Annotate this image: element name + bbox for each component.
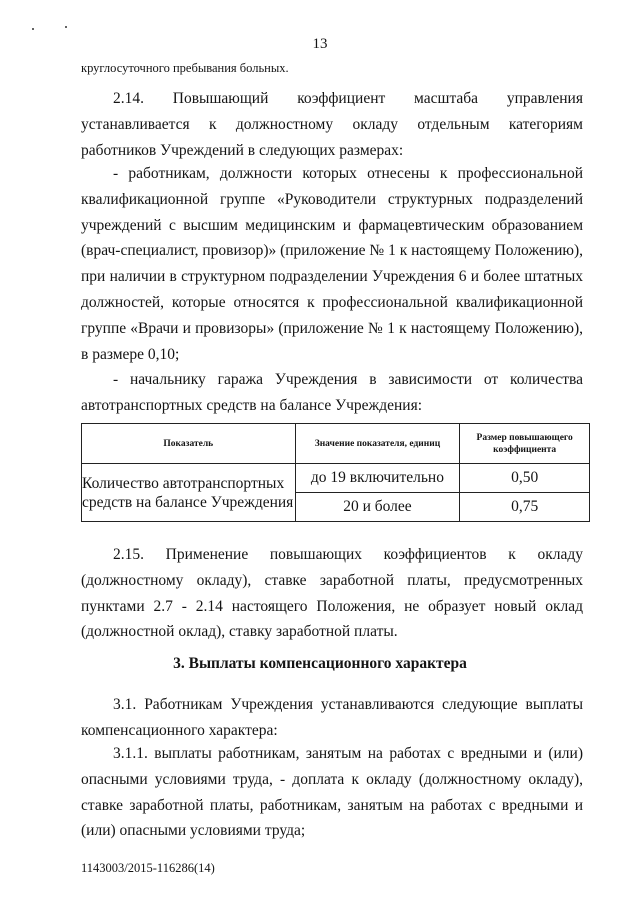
page-number: 13 bbox=[312, 36, 328, 52]
header-coefficient: Размер повышающего коэффициента bbox=[460, 424, 590, 464]
value-cell: 20 и более bbox=[295, 493, 460, 522]
scan-speck bbox=[32, 28, 34, 30]
paragraph-2-14: 2.14. Повышающий коэффициент масштаба управления устанавливается к должностному окладу отдельным категориям работников Учреждений в следующих размерах: bbox=[81, 90, 583, 159]
table-row bbox=[82, 464, 590, 493]
coef-cell: 0,75 bbox=[460, 493, 590, 522]
coefficient-table bbox=[81, 423, 590, 522]
section-title: 3. Выплаты компенсационного характера bbox=[173, 655, 467, 672]
paragraph-doctors: - работникам, должности которых отнесены к профессиональной квалификационной группе «Руководители структурных подразделений учреждений с высшим медицинским и фармацевтическим образованием (врач-специалист, провизор)» (приложение № 1 к настоящему Положению), при наличии в структурном подразделении Учреждения 6 и более штатных должностей, которые относятся к профессиональной квалификационной группе «Врачи и провизоры» (приложение № 1 к настоящему Положению), в размере 0,10; bbox=[81, 165, 584, 363]
coef-cell: 0,50 bbox=[460, 464, 590, 493]
continued-text-fragment: круглосуточного пребывания больных. bbox=[81, 61, 289, 75]
indicator-cell: Количество автотранспортных средств на балансе Учреждения bbox=[82, 464, 296, 522]
paragraph-garage: - начальнику гаража Учреждения в зависимости от количества автотранспортных средств на балансе Учреждения: bbox=[81, 371, 583, 414]
value-cell: до 19 включительно bbox=[295, 464, 460, 493]
table-header-row bbox=[82, 424, 590, 464]
paragraph-3-1-1: 3.1.1. выплаты работникам, занятым на работах с вредными и (или) опасными условиями труда, - доплата к окладу (должностному окладу), ставке заработной платы, работникам, занятым на работах с вредными и (или) опасными условиями труда; bbox=[81, 745, 583, 840]
paragraph-3-1: 3.1. Работникам Учреждения устанавливаются следующие выплаты компенсационного характера: bbox=[81, 696, 583, 739]
scan-speck bbox=[65, 26, 67, 28]
paragraph-2-15: 2.15. Применение повышающих коэффициентов к окладу (должностному окладу), ставке заработной платы, предусмотренных пунктами 2.7 - 2.14 настоящего Положения, не образует новый оклад (должностной оклад), ставку заработной платы. bbox=[81, 546, 583, 641]
header-value: Значение показателя, единиц bbox=[295, 424, 460, 464]
document-id: 1143003/2015-116286(14) bbox=[81, 861, 215, 875]
header-indicator: Показатель bbox=[82, 424, 296, 464]
